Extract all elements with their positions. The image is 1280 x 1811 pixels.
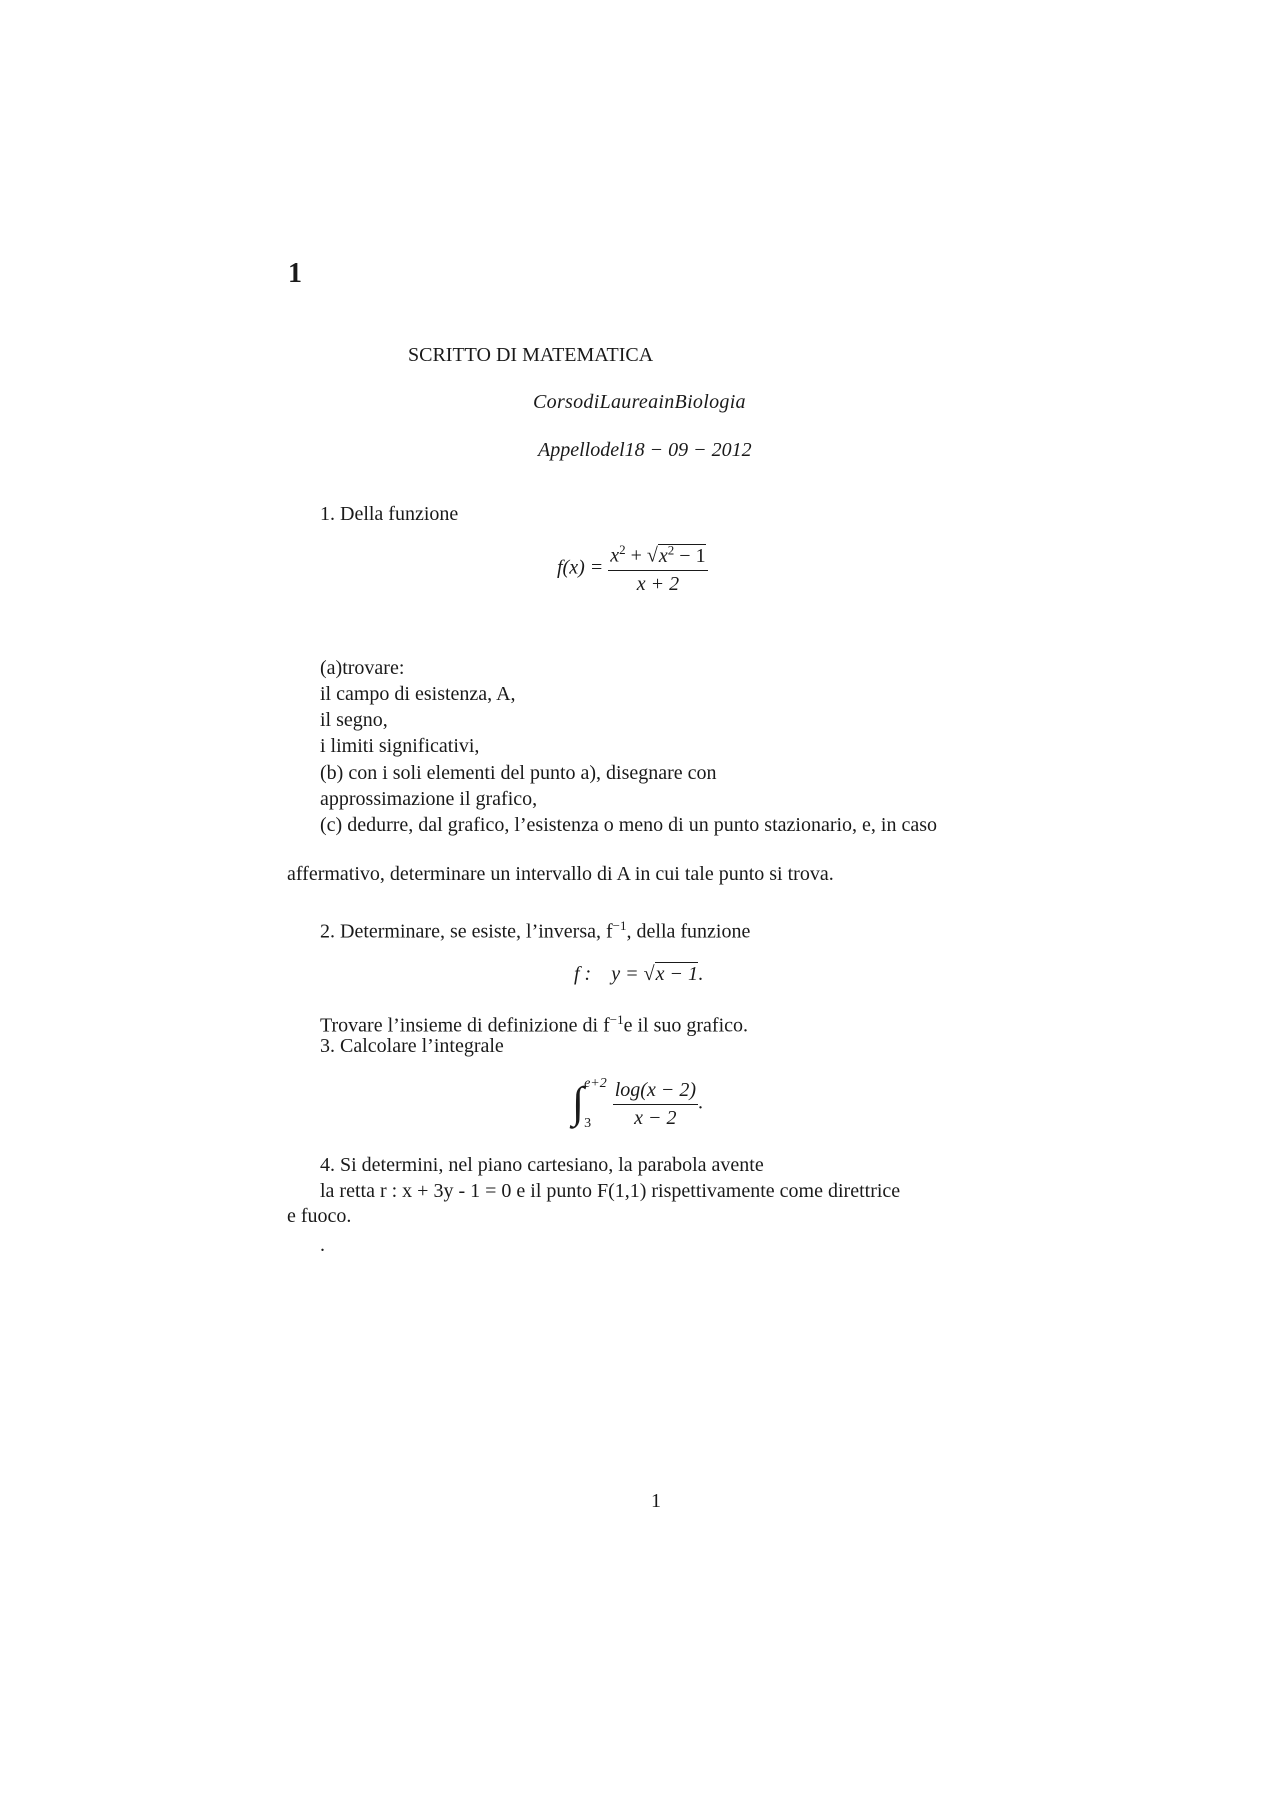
q2-formula xyxy=(574,962,703,986)
integral-sign-icon: ∫ xyxy=(572,1077,585,1127)
q1-line: (c) dedurre, dal grafico, l’esistenza o meno di un punto stazionario, e, in caso xyxy=(320,814,938,836)
q1-line: il campo di esistenza, A, xyxy=(320,683,516,705)
exam-date: Appellodel18 − 09 − 2012 xyxy=(538,439,752,461)
q3-denominator: x − 2 xyxy=(634,1106,677,1129)
q3-fraction xyxy=(613,1079,698,1130)
radicand xyxy=(658,544,706,567)
q3-numerator: log(x − 2) xyxy=(613,1079,698,1105)
q1-intro: 1. Della funzione xyxy=(320,503,459,525)
q1-line: il segno, xyxy=(320,709,388,731)
q2-follow-a: Trovare l’insieme di definizione di f xyxy=(320,1014,610,1037)
q1-line: approssimazione il grafico, xyxy=(320,788,538,810)
q1-line: (b) con i soli elementi del punto a), disegnare con xyxy=(320,762,717,784)
q1-formula-lhs: f(x) = xyxy=(557,556,604,579)
q1-continuation: affermativo, determinare un intervallo di A in cui tale punto si trova. xyxy=(287,863,834,885)
q2-intro-a: 2. Determinare, se esiste, l’inversa, f xyxy=(320,920,613,943)
plus-sqrt: + √ xyxy=(630,544,658,567)
q3-end: . xyxy=(697,1091,703,1114)
denominator: x + 2 xyxy=(636,572,680,595)
q2-intro xyxy=(320,914,750,944)
q2-lhs: f : xyxy=(574,963,592,985)
upper-limit: e+2 xyxy=(584,1076,607,1091)
q4-continuation: e fuoco. xyxy=(287,1205,352,1227)
inverse-exp: −1 xyxy=(612,918,627,933)
q2-end: . xyxy=(697,963,703,985)
section-number: 1 xyxy=(288,258,302,289)
integral-limits xyxy=(584,1076,607,1132)
q3-intro: 3. Calcolare l’integrale xyxy=(320,1035,504,1057)
q2-intro-b: , della funzione xyxy=(626,920,751,943)
trailing-dot: . xyxy=(320,1234,325,1256)
inverse-exp: −1 xyxy=(609,1012,624,1027)
lower-limit: 3 xyxy=(584,1116,592,1131)
q4-line: la retta r : x + 3y - 1 = 0 e il punto F(1,1) rispettivamente come direttrice xyxy=(320,1180,901,1202)
exp: 2 xyxy=(619,542,626,557)
q2-follow-b: e il suo grafico. xyxy=(623,1014,748,1037)
q3-integral xyxy=(572,1076,703,1132)
page-number: 1 xyxy=(651,1490,661,1512)
q1-fraction xyxy=(608,542,707,596)
rad-exp: 2 xyxy=(667,542,675,557)
rad-minus-one: − 1 xyxy=(679,544,706,567)
q1-line: (a)trovare: xyxy=(320,657,405,679)
course-name: CorsodiLaureainBiologia xyxy=(533,391,746,413)
q4-line: 4. Si determini, nel piano cartesiano, la parabola avente xyxy=(320,1154,764,1176)
q1-line: i limiti significativi, xyxy=(320,735,480,757)
exam-title: SCRITTO DI MATEMATICA xyxy=(408,344,654,366)
num-x: x xyxy=(610,544,620,567)
q2-radicand: x − 1 xyxy=(655,963,698,985)
q2-mid: y = √ xyxy=(611,963,655,985)
q1-formula xyxy=(557,542,708,596)
rad-x: x xyxy=(658,544,668,567)
